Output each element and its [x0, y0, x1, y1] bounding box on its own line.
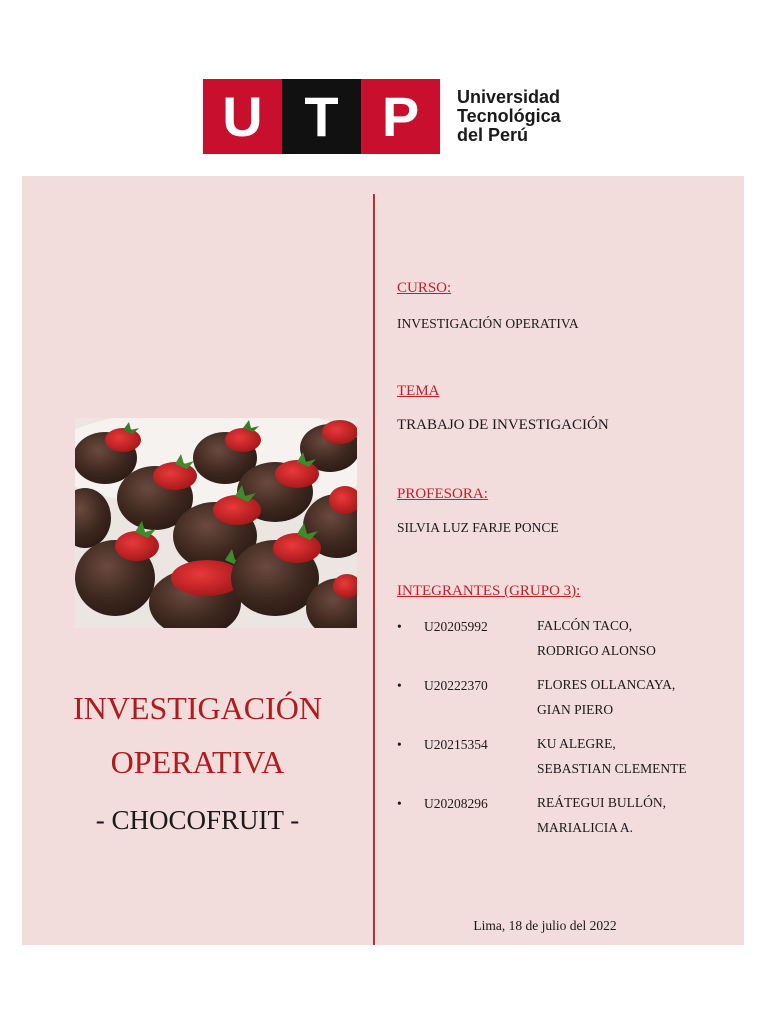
member-code: U20215354 — [424, 737, 488, 752]
member-name — [537, 731, 727, 781]
member-name — [537, 790, 727, 840]
member-code: U20222370 — [424, 678, 488, 693]
date-line: Lima, 18 de julio del 2022 — [473, 918, 617, 933]
member-name — [537, 672, 727, 722]
member-name-line1: FALCÓN TACO, — [537, 618, 633, 633]
logo-text-line: del Perú — [457, 125, 529, 145]
tema-label-text: TEMA — [397, 383, 440, 399]
curso-label — [397, 280, 451, 297]
member-name-line2: MARIALICIA A. — [537, 820, 634, 835]
logo-university-name — [457, 88, 597, 145]
curso-value: INVESTIGACIÓN OPERATIVA — [397, 316, 579, 331]
member-name-line1: FLORES OLLANCAYA, — [537, 677, 676, 692]
member-code: U20205992 — [424, 619, 488, 634]
profesora-label-text: PROFESORA — [397, 486, 484, 502]
bullet-icon: • — [397, 737, 402, 752]
curso-label-text: CURSO — [397, 280, 448, 296]
label-colon: : — [483, 486, 488, 502]
member-name-line2: GIAN PIERO — [537, 702, 614, 717]
member-name — [537, 613, 727, 663]
integrantes-label — [397, 583, 580, 600]
bullet-icon: • — [397, 796, 402, 811]
label-colon: : — [576, 583, 581, 599]
cover-subtitle: - CHOCOFRUIT - — [95, 805, 300, 835]
member-name-line2: SEBASTIAN CLEMENTE — [537, 761, 687, 776]
logo-text-line: Tecnológica — [457, 106, 561, 126]
profesora-label — [397, 486, 488, 503]
logo-letter-p: P — [361, 79, 440, 154]
bullet-icon: • — [397, 678, 402, 693]
member-code: U20208296 — [424, 796, 488, 811]
bullet-icon: • — [397, 619, 402, 634]
tema-value: TRABAJO DE INVESTIGACIÓN — [397, 417, 609, 433]
member-name-line1: KU ALEGRE, — [537, 736, 616, 751]
cover-title-line2: OPERATIVA — [110, 744, 285, 780]
logo-letter-t: T — [282, 79, 361, 154]
label-colon: : — [447, 280, 452, 296]
logo-text-line: Universidad — [457, 87, 561, 107]
strawberry-photo-illustration — [75, 418, 357, 628]
vertical-divider — [373, 194, 375, 945]
profesora-value: SILVIA LUZ FARJE PONCE — [397, 520, 559, 535]
utp-logo — [203, 79, 440, 154]
member-name-line2: RODRIGO ALONSO — [537, 643, 656, 658]
chocolate-strawberries-photo — [75, 418, 357, 628]
tema-label — [397, 383, 440, 400]
member-name-line1: REÁTEGUI BULLÓN, — [537, 795, 666, 810]
cover-title-line1: INVESTIGACIÓN — [73, 690, 322, 726]
logo-letter-u: U — [203, 79, 282, 154]
integrantes-label-text: INTEGRANTES (GRUPO 3) — [397, 583, 577, 599]
